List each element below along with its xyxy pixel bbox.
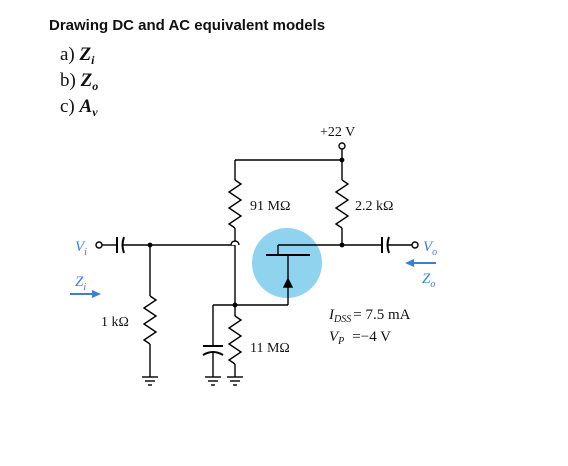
- page-title: Drawing DC and AC equivalent models: [49, 17, 326, 34]
- vo-label: $V_o$: [423, 239, 438, 258]
- vi-terminal: [96, 242, 102, 248]
- question-c-label: c): [60, 96, 75, 117]
- r11-resistor: [229, 316, 241, 364]
- rin-label: 1 kΩ: [101, 315, 129, 330]
- vi-label: $V_i$: [75, 239, 87, 258]
- supply-terminal: [339, 143, 345, 149]
- junction-supply: [340, 158, 345, 163]
- question-a-sub: i: [91, 53, 95, 67]
- rin-resistor: [144, 296, 156, 344]
- zi-label: $Z_i$: [75, 274, 87, 293]
- question-c-symbol: A: [79, 96, 93, 117]
- question-a-label: a): [60, 44, 75, 65]
- junction-drain: [340, 243, 345, 248]
- question-a-symbol: Z: [79, 44, 92, 65]
- rd-label: 2.2 kΩ: [355, 199, 394, 214]
- r91-label: 91 MΩ: [250, 199, 291, 214]
- junction-input: [148, 243, 153, 248]
- zi-arrow-head: [92, 290, 101, 298]
- idss-spec: $I_{DSS} = 7.5$ mA: [329, 307, 411, 325]
- vp-spec: $V_P =-4$ V: [329, 329, 392, 347]
- zo-label: $Z_o$: [422, 271, 436, 290]
- question-b-label: b): [60, 70, 76, 91]
- question-b-symbol: Z: [80, 70, 93, 91]
- r11-label: 11 MΩ: [250, 341, 290, 356]
- question-c-sub: v: [92, 105, 98, 119]
- zo-arrow-head: [405, 259, 414, 267]
- rd-resistor: [336, 180, 348, 228]
- r91-resistor: [229, 180, 241, 228]
- vo-terminal: [412, 242, 418, 248]
- supply-label: +22 V: [320, 125, 356, 140]
- junction-gate: [233, 303, 238, 308]
- question-b-sub: o: [92, 79, 99, 93]
- wire-crossover: [231, 241, 239, 245]
